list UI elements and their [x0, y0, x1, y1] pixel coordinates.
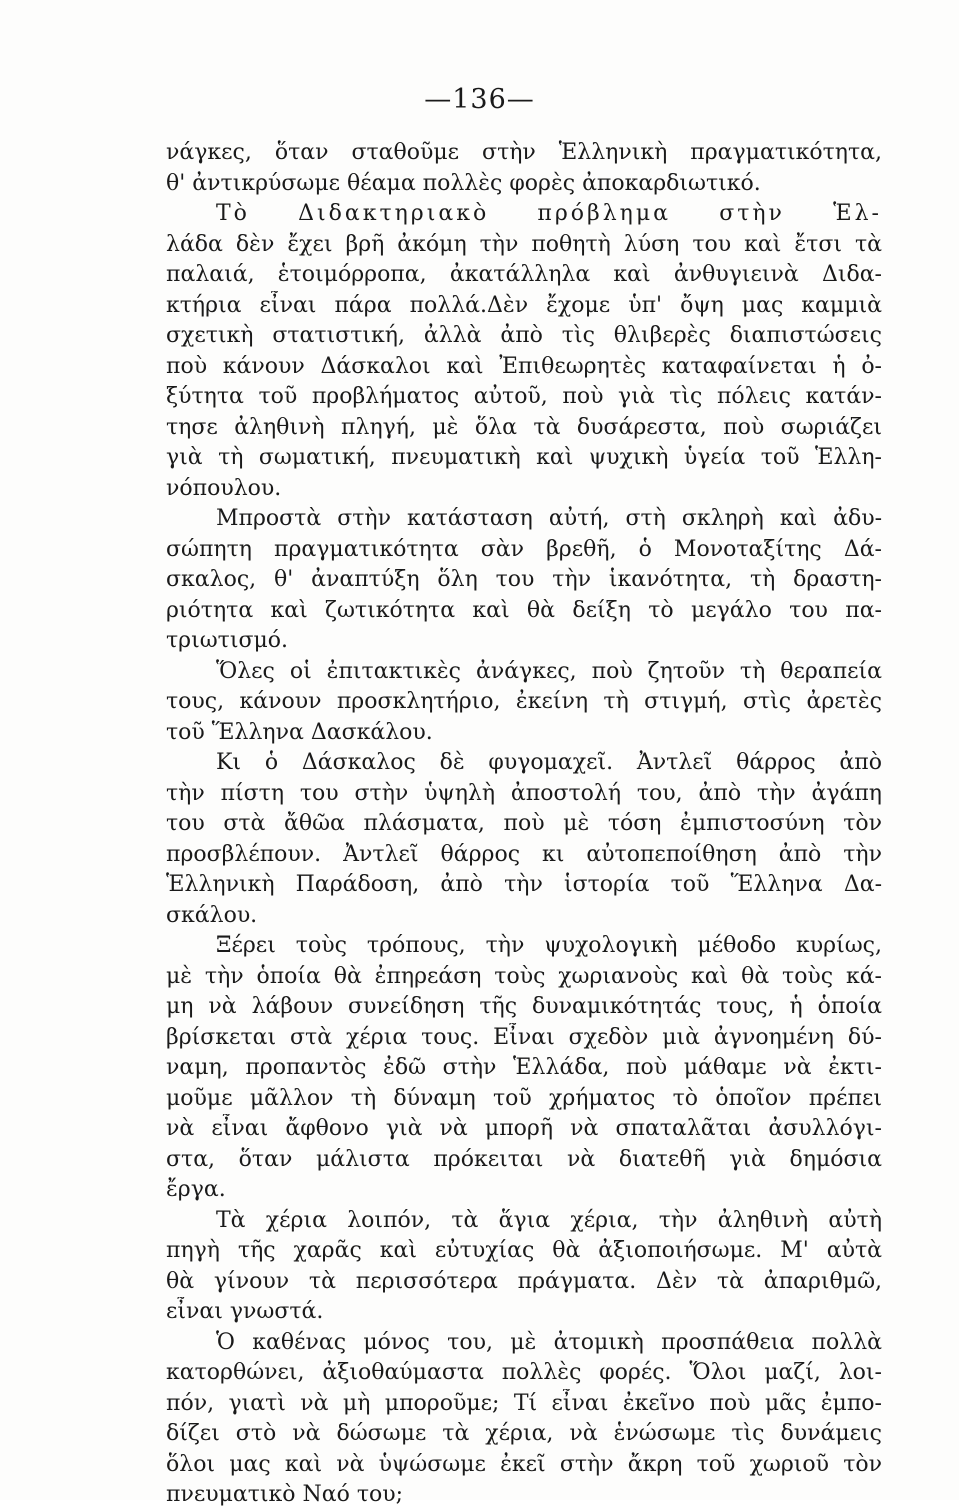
text-line: πνευματικὸ Ναό του; — [166, 1482, 404, 1507]
text-line: νόπουλου. — [166, 475, 282, 501]
text-line: Κι ὁ Δάσκαλος δὲ φυγομαχεῖ. Ἀντλεῖ θάρρος ἀπὸ — [216, 750, 882, 775]
text-line: σχετικὴ στατιστική, ἀλλὰ ἀπὸ τὶς θλιβερὲς διαπιστώσεις — [166, 323, 882, 348]
text-line: κατορθώνει, ἀξιοθαύμαστα πολλὲς φορές. Ὅλοι μαζί, λοι- — [166, 1360, 882, 1385]
text-line: προσβλέπουν. Ἀντλεῖ θάρρος κι αὐτοπεποίθηση ἀπὸ τὴν — [166, 841, 882, 867]
text-line: πηγὴ τῆς χαρᾶς καὶ εὐτυχίας θὰ ἀξιοποιήσωμε. Μ' αὐτὰ — [166, 1238, 882, 1263]
text-line: ξύτητα τοῦ προβλήματος αὐτοῦ, ποὺ γιὰ τὶς πόλεις κατάν- — [166, 384, 882, 409]
text-line: πόν, γιατὶ νὰ μὴ μποροῦμε; Τί εἶναι ἐκεῖνο ποὺ μᾶς ἐμπο- — [166, 1390, 882, 1416]
body-text — [166, 138, 882, 1511]
text-line: Μπροστὰ στὴν κατάσταση αὐτή, στὴ σκληρὴ καὶ ἀδυ- — [216, 506, 882, 531]
text-line: θὰ γίνουν τὰ περισσότερα πράγματα. Δὲν τὰ ἀπαριθμῶ, — [166, 1268, 882, 1294]
text-line: νάγκες, ὅταν σταθοῦμε στὴν Ἑλληνικὴ πραγματικότητα, — [166, 140, 882, 165]
text-line: εἶναι γνωστά. — [166, 1299, 324, 1324]
text-line: τριωτισμό. — [166, 628, 289, 653]
text-line: κτήρια εἶναι πάρα πολλά.Δὲν ἔχομε ὑπ' ὄψη μας καμμιὰ — [166, 292, 882, 318]
text-line: τὴν πίστη του στὴν ὑψηλὴ ἀποστολή του, ἀπὸ τὴν ἀγάπη — [166, 780, 882, 806]
text-line: ριότητα καὶ ζωτικότητα καὶ θὰ δείξη τὸ μεγάλο του πα- — [166, 597, 882, 623]
page-number: —136— — [424, 84, 535, 115]
text-line: λάδα δὲν ἔχει βρῆ ἀκόμη τὴν ποθητὴ λύση του καὶ ἔτσι τὰ — [166, 231, 882, 257]
text-line: νὰ εἶναι ἄφθονο γιὰ νὰ μπορῆ νὰ σπαταλᾶται ἀσυλλόγι- — [166, 1116, 882, 1141]
text-line: παλαιά, ἑτοιμόρροπα, ἀκατάλληλα καὶ ἀνθυγιεινὰ Διδα- — [166, 262, 882, 287]
text-line: ποὺ κάνουν Δάσκαλοι καὶ Ἐπιθεωρητὲς καταφαίνεται ἡ ὀ- — [166, 353, 882, 379]
text-line: Ξέρει τοὺς τρόπους, τὴν ψυχολογικὴ μέθοδο κυρίως, — [216, 933, 882, 958]
text-line: μοῦμε μᾶλλον τὴ δύναμη τοῦ χρήματος τὸ ὁποῖον πρέπει — [166, 1085, 882, 1111]
text-line: στα, ὅταν μάλιστα πρόκειται νὰ διατεθῆ γιὰ δημόσια — [166, 1146, 882, 1172]
text-line: ἔργα. — [166, 1177, 226, 1202]
text-line: Τὸ Διδακτηριακὸ πρόβλημα στὴν Ἑλ- — [216, 201, 882, 226]
text-line: δίζει στὸ νὰ δώσωμε τὰ χέρια, νὰ ἑνώσωμε τὶς δυνάμεις — [166, 1421, 882, 1446]
text-line: σκαλος, θ' ἀναπτύξη ὅλη του τὴν ἱκανότητα, τὴ δραστη- — [166, 567, 882, 592]
text-line: του στὰ ἄθῶα πλάσματα, ποὺ μὲ τόση ἐμπιστοσύνη τὸν — [166, 811, 882, 836]
text-line: Ὅλες οἱ ἐπιτακτικὲς ἀνάγκες, ποὺ ζητοῦν τὴ θεραπεία — [216, 658, 882, 684]
text-line: μη νὰ λάβουν συνείδηση τῆς δυναμικότητάς τους, ἡ ὁποία — [166, 994, 882, 1019]
text-line: Ὁ καθένας μόνος του, μὲ ἀτομικὴ προσπάθεια πολλὰ — [216, 1329, 882, 1355]
text-line: θ' ἀντικρύσωμε θέαμα πολλὲς φορὲς ἀποκαρδιωτικό. — [166, 170, 761, 196]
text-line: μὲ τὴν ὁποία θὰ ἐπηρεάση τοὺς χωριανοὺς καὶ θὰ τοὺς κά- — [166, 963, 882, 989]
text-line: βρίσκεται στὰ χέρια τους. Εἶναι σχεδὸν μιὰ ἀγνοημένη δύ- — [166, 1024, 882, 1050]
text-line: τους, κάνουν προσκλητήριο, ἐκείνη τὴ στιγμή, στὶς ἀρετὲς — [166, 689, 882, 714]
text-line: γιὰ τὴ σωματική, πνευματικὴ καὶ ψυχικὴ ὑγεία τοῦ Ἑλλη- — [166, 445, 882, 470]
text-line: ναμη, προπαντὸς ἐδῶ στὴν Ἑλλάδα, ποὺ μάθαμε νὰ ἐκτι- — [166, 1055, 882, 1080]
text-line: Τὰ χέρια λοιπόν, τὰ ἅγια χέρια, τὴν ἀληθινὴ αὐτὴ — [216, 1207, 882, 1233]
text-line: τοῦ Ἕλληνα Δασκάλου. — [166, 719, 433, 745]
text-line: σώπητη πραγματικότητα σὰν βρεθῆ, ὁ Μονοταξίτης Δά- — [166, 536, 882, 562]
text-line: Ἑλληνικὴ Παράδοση, ἀπὸ τὴν ἱστορία τοῦ Ἕλληνα Δα- — [166, 872, 882, 897]
text-line: σκάλου. — [166, 902, 258, 928]
text-line: ὅλοι μας καὶ νὰ ὑψώσωμε ἐκεῖ στὴν ἄκρη τοῦ χωριοῦ τὸν — [166, 1451, 882, 1477]
text-line: τησε ἀληθινὴ πληγή, μὲ ὅλα τὰ δυσάρεστα, ποὺ σωριάζει — [166, 414, 882, 440]
